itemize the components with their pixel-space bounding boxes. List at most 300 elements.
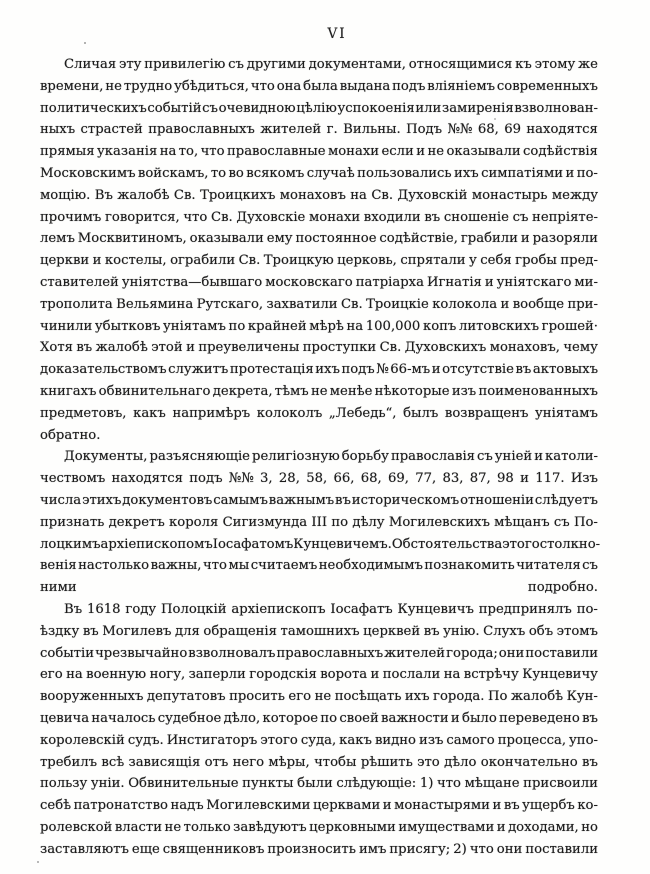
word: 69: [504, 122, 521, 138]
word: подробно.: [527, 580, 598, 596]
text-line: [40, 512, 598, 534]
word: времени,: [40, 78, 104, 94]
word: содѣйствіе,: [379, 231, 458, 247]
word: копъ: [422, 318, 457, 334]
word: въ: [515, 362, 532, 378]
word: Москвитиномъ,: [77, 231, 187, 247]
word: не: [314, 689, 332, 705]
word: своей: [339, 710, 379, 726]
word: и: [186, 340, 195, 356]
word: подъ: [341, 362, 375, 378]
word: по-: [576, 601, 598, 617]
word: присягу;: [389, 841, 451, 857]
word: всякомъ: [246, 165, 305, 181]
word: надъ: [170, 798, 204, 814]
word: изъ: [419, 732, 444, 748]
text-line: [40, 708, 598, 730]
word: съ: [202, 100, 218, 116]
word: относящимися: [408, 57, 513, 72]
word: слѣдующіе:: [336, 776, 417, 792]
word: Св.: [238, 253, 261, 269]
word: 1618: [86, 601, 121, 617]
text-line: [40, 54, 598, 76]
word: важнымъ: [268, 492, 335, 508]
word: уніятскаго: [496, 274, 572, 290]
word: этомъ: [556, 623, 598, 639]
word: жалобѣ: [95, 340, 148, 356]
word: 98: [497, 471, 514, 487]
text-line: [40, 381, 598, 403]
word: важны,: [150, 558, 202, 574]
word: окончательно: [480, 754, 578, 770]
word: страстей: [80, 122, 143, 138]
word: зависящія: [128, 754, 201, 770]
text-line: [40, 773, 598, 795]
word: королевскій: [40, 732, 125, 748]
word: по-: [576, 165, 598, 181]
word: ѣздку: [40, 623, 80, 639]
word: что: [437, 776, 461, 792]
word: убытковъ: [94, 318, 161, 334]
word: и: [370, 667, 380, 683]
word: грошей·: [541, 318, 598, 334]
word: монахи: [309, 209, 361, 225]
word: него: [232, 754, 265, 770]
word: городскія: [249, 667, 317, 683]
word: и: [92, 253, 102, 269]
word: изъ: [451, 383, 477, 399]
text-line: [40, 119, 598, 141]
text-line: [40, 228, 598, 250]
word: была: [303, 78, 338, 94]
text-line: [40, 534, 601, 556]
word: По-: [573, 514, 598, 530]
word: на: [443, 667, 461, 683]
word: пользовались: [357, 165, 452, 181]
word: завѣдуютъ: [233, 819, 307, 835]
word: чтобы: [314, 754, 357, 770]
word: документами,: [308, 57, 406, 72]
word: „Лебедь“,: [328, 405, 397, 421]
text-line: [40, 468, 598, 490]
word: военную: [86, 667, 147, 683]
text-line: [40, 621, 598, 643]
word: настолько: [78, 558, 150, 574]
word: 77,: [415, 471, 437, 487]
word: Кунцевичемъ.: [293, 536, 392, 552]
word: имуществами: [398, 819, 495, 835]
word: Изъ: [570, 471, 598, 487]
word: возвращенъ: [444, 405, 529, 421]
word: проступки: [302, 340, 377, 356]
word: лоцкимъ: [40, 536, 101, 552]
word: просить: [229, 689, 285, 705]
word: ихъ: [454, 165, 479, 181]
word: 83,: [442, 471, 464, 487]
word: уніи.: [90, 776, 125, 792]
word: современныхъ: [496, 78, 598, 94]
word: и: [534, 449, 543, 465]
word: и: [496, 819, 506, 835]
word: на: [350, 187, 367, 203]
text-line: [40, 98, 598, 120]
word: въ: [582, 710, 598, 726]
word: по: [320, 710, 338, 726]
text-line: [40, 316, 598, 338]
word: и: [520, 231, 530, 247]
word: служитъ: [168, 362, 229, 378]
word: требилъ: [40, 754, 98, 770]
word: и: [520, 471, 529, 487]
word: депутатовъ: [146, 689, 226, 705]
word: церковными: [309, 819, 396, 835]
word: находятся: [111, 471, 183, 487]
word: симпатіями: [481, 165, 564, 181]
word: доходами,: [508, 819, 579, 835]
word: что: [183, 209, 208, 225]
word: 1): [419, 776, 434, 792]
word: пред-: [560, 253, 598, 269]
word: документовъ: [122, 492, 213, 508]
word: войскамъ,: [137, 165, 209, 181]
word: ролевской: [40, 819, 113, 835]
scan-speck: [84, 42, 86, 44]
word: 100,000: [365, 318, 421, 334]
word: вооруженныхъ: [40, 689, 144, 705]
word: было: [462, 710, 497, 726]
word: Московскимъ: [40, 165, 136, 181]
word: пользу: [40, 776, 88, 792]
word: лемъ: [40, 231, 75, 247]
word: находятся: [526, 122, 598, 138]
word: венія: [40, 558, 77, 574]
word: и: [450, 710, 460, 726]
text-line: [40, 752, 598, 774]
word: постоянное: [295, 231, 377, 247]
word: читателя: [516, 558, 581, 574]
word: 28,: [278, 471, 300, 487]
word: чему: [563, 340, 598, 356]
word: Игнатія: [426, 274, 482, 290]
word: и: [492, 798, 502, 814]
word: судъ.: [127, 732, 164, 748]
word: ставителей: [40, 274, 119, 290]
word: Могилевскихъ: [388, 514, 490, 530]
word: Духовскихъ: [404, 340, 487, 356]
word: и: [500, 296, 510, 312]
word: III: [311, 514, 328, 530]
word: Св.: [340, 296, 363, 312]
word: Троицкихъ: [200, 187, 276, 203]
word: мощію.: [40, 187, 91, 203]
text-line: [40, 577, 598, 599]
word: числа: [40, 492, 82, 508]
word: менѣе: [329, 383, 373, 399]
word: 117.: [535, 471, 565, 487]
word: 66,: [333, 471, 355, 487]
word: во: [228, 165, 244, 181]
word: необходимымъ: [318, 558, 423, 574]
word: мѣры,: [268, 754, 310, 770]
word: литовскихъ: [458, 318, 540, 334]
word: привилегію: [144, 57, 226, 72]
word: подъ: [392, 78, 426, 94]
word: случаѣ: [306, 165, 355, 181]
word: Троицкую: [263, 253, 334, 269]
word: архіепископъ: [231, 601, 326, 617]
word: на: [66, 667, 83, 683]
word: этому: [534, 57, 576, 72]
word: патронатство: [73, 798, 168, 814]
word: 68,: [360, 471, 382, 487]
word: себя: [480, 253, 512, 269]
word: себѣ: [40, 798, 72, 814]
word: съ: [477, 449, 493, 465]
word: протестація: [229, 362, 314, 378]
word: 66-мъ: [390, 362, 431, 378]
word: при-: [567, 296, 598, 312]
word: тамошнихъ: [280, 623, 360, 639]
word: что: [469, 841, 494, 857]
word: ворота: [320, 667, 368, 683]
text-line: [40, 250, 598, 272]
word: мѣрѣ: [309, 318, 344, 334]
word: пункты: [242, 776, 294, 792]
word: чинили: [40, 318, 93, 334]
word: актовыхъ: [532, 362, 598, 378]
word: борьбу: [341, 449, 389, 465]
word: уніей: [494, 449, 533, 465]
word: событій: [147, 100, 202, 116]
text-line: [40, 337, 598, 359]
word: очевидною: [218, 100, 296, 116]
word: послали: [382, 667, 441, 683]
word: самымъ: [213, 492, 268, 508]
word: 58,: [306, 471, 328, 487]
word: и: [431, 362, 441, 378]
word: ко-: [577, 798, 598, 814]
word: предпринялъ: [478, 601, 572, 617]
word: Обстоятельства: [391, 536, 503, 552]
text-line: [40, 294, 598, 316]
word: только: [183, 819, 231, 835]
word: Обвинительные: [128, 776, 239, 792]
word: въ: [335, 492, 351, 508]
word: то,: [178, 144, 199, 160]
word: они: [498, 645, 525, 661]
word: не: [164, 819, 182, 835]
word: отъ: [204, 754, 229, 770]
word: Полоцкій: [161, 601, 227, 617]
word: важности: [381, 710, 449, 726]
word: колоколъ: [256, 405, 323, 421]
word: Слухъ: [483, 623, 526, 639]
word: Могилевъ: [102, 623, 172, 639]
word: взволнован-: [514, 100, 598, 116]
word: Документы,: [64, 449, 148, 465]
word: упо-: [569, 732, 598, 748]
word: политическихъ: [40, 100, 147, 116]
word: колокола: [432, 296, 498, 312]
scan-speck: [37, 861, 39, 863]
word: дѣлу: [352, 514, 385, 530]
word: подъ: [189, 471, 223, 487]
word: какъ: [339, 732, 372, 748]
word: отношеніи: [460, 492, 534, 508]
word: декретъ: [108, 514, 165, 530]
word: разъясняющіе: [149, 449, 250, 465]
word: еще: [131, 841, 160, 857]
word: въ: [503, 798, 520, 814]
word: города;: [446, 645, 498, 661]
word: тѣмъ: [274, 383, 309, 399]
word: грабили: [460, 231, 518, 247]
word: Троицкіе: [366, 296, 429, 312]
word: доказательствомъ: [40, 362, 167, 378]
word: монастырь: [471, 187, 548, 203]
word: указанія: [97, 144, 158, 160]
word: году: [125, 601, 157, 617]
word: чествомъ: [40, 471, 106, 487]
word: Подъ: [406, 122, 443, 138]
word: имъ: [358, 841, 387, 857]
word: церквами: [312, 798, 381, 814]
word: по: [331, 514, 349, 530]
word: Іосафатомъ: [212, 536, 294, 552]
text-line: обратно.: [40, 427, 101, 443]
word: говорится,: [105, 209, 180, 225]
word: Духовскій: [397, 187, 468, 203]
text-line: [40, 599, 598, 621]
word: города.: [433, 689, 485, 705]
word: католи-: [545, 449, 598, 465]
word: 3,: [260, 471, 273, 487]
word: 87,: [469, 471, 491, 487]
word: познакомить: [424, 558, 515, 574]
word: произносить: [267, 841, 356, 857]
word: власти: [114, 819, 163, 835]
word: церкви: [40, 253, 90, 269]
word: съ: [553, 514, 570, 530]
word: слѣдуетъ: [534, 492, 598, 508]
page-number: VI: [327, 26, 347, 42]
word: дѣло,: [223, 710, 261, 726]
word: ограбили: [170, 253, 236, 269]
word: унію.: [443, 623, 480, 639]
word: прямыя: [40, 144, 95, 160]
word: заставляютъ: [40, 841, 129, 857]
text-line: [40, 686, 598, 708]
word: на: [159, 144, 177, 160]
word: оказывали: [189, 231, 264, 247]
word: предметовъ,: [40, 405, 127, 421]
word: №№: [447, 122, 473, 138]
word: Іосафатъ: [330, 601, 393, 617]
word: что: [250, 78, 275, 94]
text-line: [40, 76, 598, 98]
word: монастырями: [394, 798, 490, 814]
word: если: [381, 144, 414, 160]
word: этого: [260, 732, 298, 748]
word: и: [416, 144, 426, 160]
word: церквей: [363, 623, 421, 639]
word: убѣдиться,: [174, 78, 249, 94]
word: трополита: [40, 296, 113, 312]
word: Св.: [371, 187, 394, 203]
word: признать: [40, 514, 105, 530]
word: взволновалъ: [188, 645, 276, 661]
word: столкно-: [539, 536, 601, 552]
word: гробы: [515, 253, 557, 269]
word: ними: [40, 580, 77, 596]
word: всѣ: [101, 754, 125, 770]
word: не: [105, 78, 122, 94]
word: событіи: [40, 645, 95, 661]
text-line: [40, 664, 598, 686]
word: Св.: [379, 340, 402, 356]
word: цевича: [40, 710, 90, 726]
word: самого: [446, 732, 495, 748]
word: костелы,: [104, 253, 167, 269]
word: Вильны.: [343, 122, 401, 138]
word: цѣлію: [296, 100, 337, 116]
scan-speck: [494, 118, 496, 120]
word: этого: [502, 536, 540, 552]
word: вліяніемъ: [427, 78, 496, 94]
word: трудно: [123, 78, 173, 94]
word: что: [200, 144, 225, 160]
word: крайней: [247, 318, 307, 334]
word: ногу,: [149, 667, 186, 683]
word: поставили: [525, 645, 598, 661]
text-line: [40, 795, 598, 817]
word: Сличая: [64, 57, 117, 72]
word: обвинительнаго: [98, 383, 211, 399]
word: какъ: [133, 405, 166, 421]
word: заперли: [188, 667, 246, 683]
text-line: [40, 730, 598, 752]
text-line: [40, 207, 598, 229]
word: сношеніе: [443, 209, 509, 225]
word: короля: [169, 514, 219, 530]
word: этихъ: [82, 492, 122, 508]
word: православныхъ: [276, 645, 384, 661]
word: она: [276, 78, 302, 94]
word: или: [415, 100, 442, 116]
word: прочимъ: [40, 209, 102, 225]
word: успокоенія: [337, 100, 415, 116]
word: процесса,: [497, 732, 567, 748]
word: замиренія: [442, 100, 514, 116]
word: московскаго: [265, 274, 353, 290]
word: преувеличены: [198, 340, 300, 356]
word: ущербъ: [522, 798, 575, 814]
word: въ: [76, 340, 93, 356]
word: рѣшить: [360, 754, 413, 770]
word: Кун-: [566, 689, 598, 705]
word: разоряли: [532, 231, 598, 247]
word: ныхъ: [40, 122, 76, 138]
word: 69,: [387, 471, 409, 487]
word: на: [346, 318, 364, 334]
word: нѣкоторые: [374, 383, 450, 399]
word: непріяте-: [532, 209, 598, 225]
word: Рутскаго,: [196, 296, 264, 312]
text-line: [40, 185, 598, 207]
text-line: [40, 359, 598, 381]
word: По: [487, 689, 508, 705]
word: его: [40, 667, 63, 683]
